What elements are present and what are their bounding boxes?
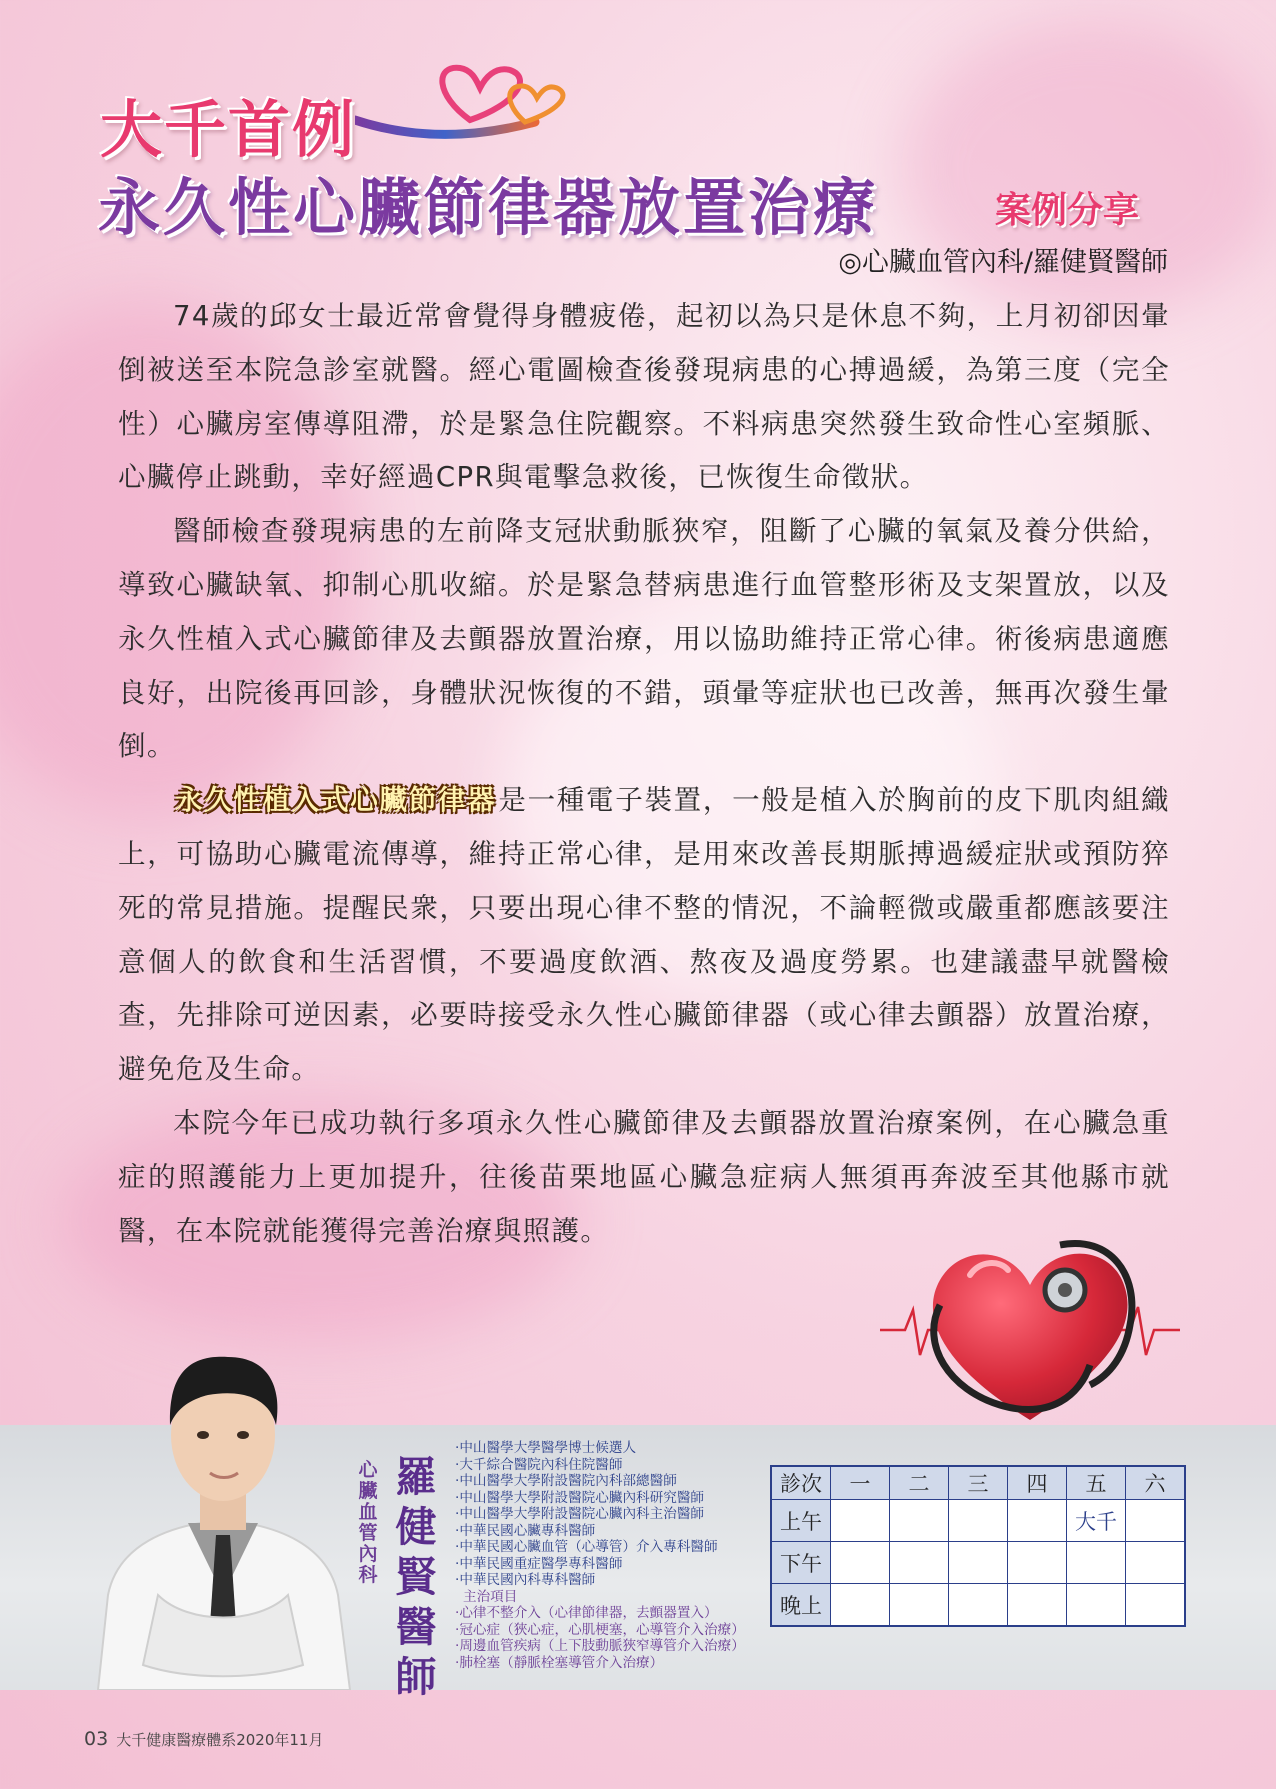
schedule-day: 一: [831, 1466, 890, 1500]
publication-info: 大千健康醫療體系2020年11月: [116, 1731, 324, 1749]
specialty-title: 主治項目: [463, 1588, 518, 1605]
schedule-row: [771, 1500, 1185, 1542]
schedule-row: [771, 1542, 1185, 1584]
schedule-cell: [890, 1500, 949, 1542]
article-body: [118, 290, 1170, 1258]
schedule-cell: [1126, 1584, 1186, 1627]
schedule-cell: [1008, 1542, 1067, 1584]
schedule-cell: [890, 1584, 949, 1627]
specialty-item: ‧周邊血管疾病（上下肢動脈狹窄導管介入治療）: [455, 1638, 745, 1654]
schedule-cell: [831, 1584, 890, 1627]
credential-item: ‧中華民國心臟血管（心導管）介入專科醫師: [455, 1539, 718, 1555]
highlight-term: 永久性植入式心臟節律器: [175, 784, 497, 817]
schedule-cell: [1008, 1584, 1067, 1627]
title-line2: 永久性心臟節律器放置治療: [98, 171, 879, 244]
doctor-credentials: [455, 1440, 745, 1671]
article-paragraph: 醫師檢查發現病患的左前降支冠狀動脈狹窄，阻斷了心臟的氧氣及養分供給，導致心臟缺氧、抑制心肌收縮。於是緊急替病患進行血管整形術及支架置放，以及永久性植入式心臟節律及去顫器放置治療，用以協助維持正常心律。術後病患適應良好，出院後再回診，身體狀況恢復的不錯，頭暈等症狀也已改善，無再次發生暈倒。: [118, 515, 1170, 763]
schedule-row: [771, 1584, 1185, 1627]
schedule-cell: [831, 1500, 890, 1542]
clinic-schedule-table: [770, 1465, 1186, 1627]
article-paragraph: 74歲的邱女士最近常會覺得身體疲倦，起初以為只是休息不夠，上月初卻因暈倒被送至本院急診室就醫。經心電圖檢查後發現病患的心搏過緩，為第三度（完全性）心臟房室傳導阻滯，於是緊急住院觀察。不料病患突然發生致命性心室頻脈、心臟停止跳動，幸好經過CPR與電擊急救後，已恢復生命徵狀。: [118, 300, 1170, 494]
credential-item: ‧中山醫學大學附設醫院心臟內科主治醫師: [455, 1506, 705, 1522]
schedule-day: 五: [1067, 1466, 1126, 1500]
credential-item: ‧中山醫學大學附設醫院內科部總醫師: [455, 1473, 677, 1489]
schedule-day: 二: [890, 1466, 949, 1500]
doctor-name: 羅健賢醫師: [395, 1453, 437, 1701]
schedule-header-row: [771, 1466, 1185, 1500]
schedule-cell: [890, 1542, 949, 1584]
article-paragraph: [118, 774, 1170, 1097]
schedule-row-label: 晚上: [771, 1584, 831, 1627]
article-paragraph: 本院今年已成功執行多項永久性心臟節律及去顫器放置治療案例，在心臟急重症的照護能力上更加提升，往後苗栗地區心臟急症病人無須再奔波至其他縣市就醫，在本院就能獲得完善治療與照護。: [118, 1106, 1170, 1247]
schedule-corner: 診次: [771, 1466, 831, 1500]
schedule-day: 六: [1126, 1466, 1186, 1500]
credential-item: ‧中華民國心臟專科醫師: [455, 1522, 596, 1539]
schedule-cell: [1008, 1500, 1067, 1542]
author-byline: ◎心臟血管內科/羅健賢醫師: [838, 247, 1168, 278]
schedule-day: 四: [1008, 1466, 1067, 1500]
credential-item: ‧中華民國內科專科醫師: [455, 1572, 596, 1588]
schedule-cell: [949, 1584, 1008, 1627]
credential-item: ‧中華民國重症醫學專科醫師: [455, 1555, 623, 1572]
schedule-day: 三: [949, 1466, 1008, 1500]
title-suffix: 案例分享: [995, 190, 1140, 231]
schedule-cell: [949, 1542, 1008, 1584]
specialty-item: ‧冠心症（狹心症，心肌梗塞，心導管介入治療）: [455, 1621, 745, 1638]
schedule-row-label: 下午: [771, 1542, 831, 1584]
doctor-department: 心臟血管內科: [358, 1459, 378, 1586]
hearts-swoosh-icon: [355, 60, 615, 150]
credential-item: ‧中山醫學大學醫學博士候選人: [455, 1440, 637, 1456]
title-line1: 大千首例: [100, 93, 357, 166]
schedule-cell: [1067, 1584, 1126, 1627]
schedule-cell: [831, 1542, 890, 1584]
credential-item: ‧大千綜合醫院內科住院醫師: [455, 1456, 623, 1473]
specialty-item: ‧心律不整介入（心律節律器，去顫器置入）: [455, 1605, 718, 1621]
schedule-cell: [949, 1500, 1008, 1542]
page-number: 03: [84, 1728, 109, 1750]
schedule-cell: [1126, 1542, 1186, 1584]
specialty-item: ‧肺栓塞（靜脈栓塞導管介入治療）: [455, 1654, 664, 1671]
schedule-cell: [1067, 1542, 1126, 1584]
article-paragraph-rest: 是一種電子裝置，一般是植入於胸前的皮下肌肉組織上，可協助心臟電流傳導，維持正常心律，是用來改善長期脈搏過緩症狀或預防猝死的常見措施。提醒民衆，只要出現心律不整的情況，不論輕微或嚴重都應該要注意個人的飲食和生活習慣，不要過度飲酒、熬夜及過度勞累。也建議盡早就醫檢查，先排除可逆因素，必要時接受永久性心臟節律器（或心律去顫器）放置治療，避免危及生命。: [118, 784, 1170, 1086]
schedule-cell: 大千: [1067, 1500, 1126, 1542]
credential-item: ‧中山醫學大學附設醫院心臟內科研究醫師: [455, 1489, 705, 1506]
schedule-row-label: 上午: [771, 1500, 831, 1542]
heart-stethoscope-icon: [880, 1215, 1180, 1445]
doctor-portrait: [88, 1295, 358, 1690]
page-footer: [84, 1728, 323, 1750]
schedule-cell: [1126, 1500, 1186, 1542]
